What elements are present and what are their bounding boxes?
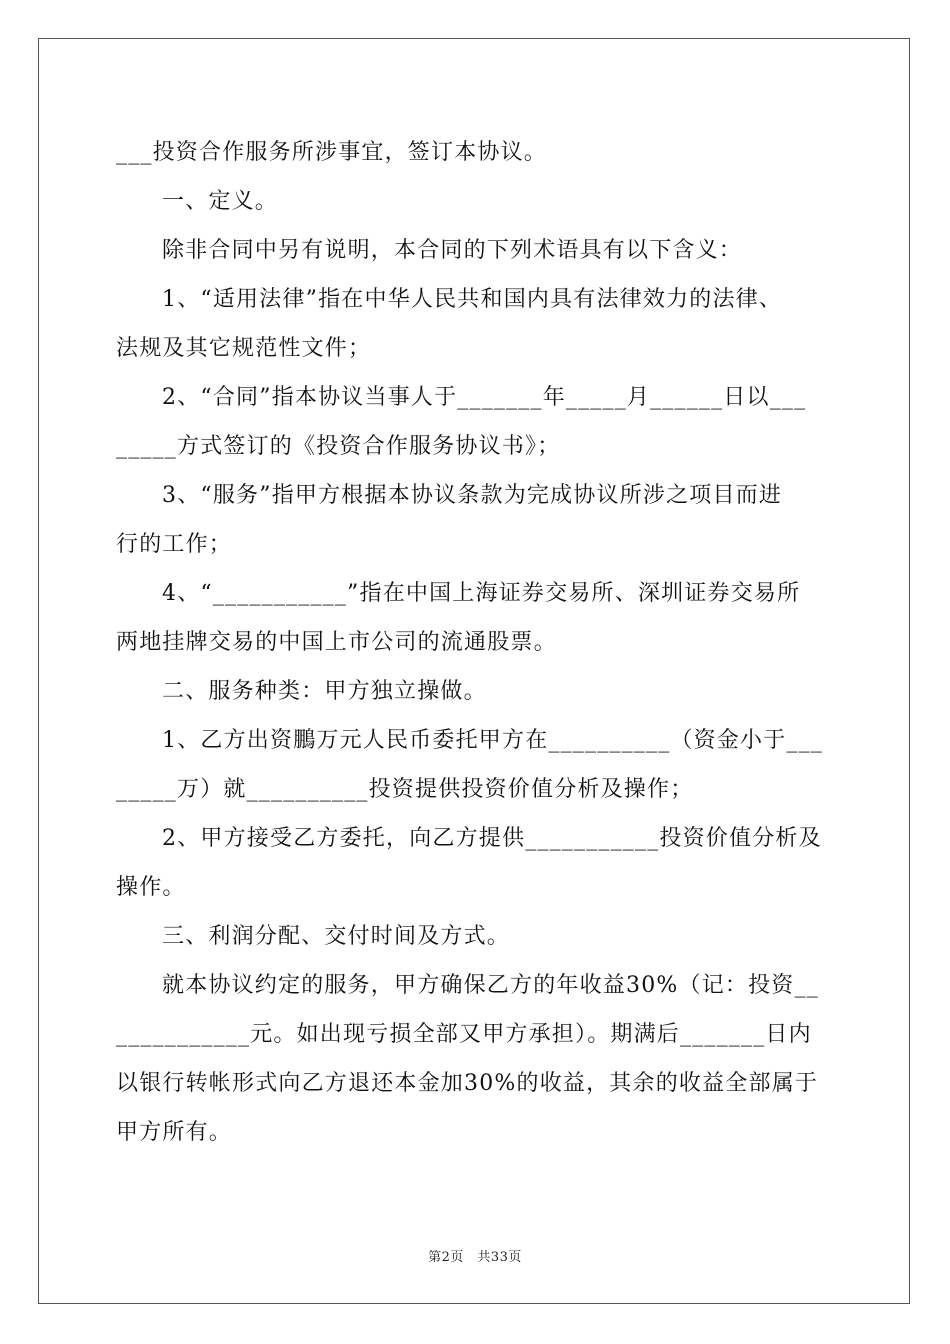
text-line: 法规及其它规范性文件； — [116, 336, 372, 361]
text-line: ___投资合作服务所涉事宜，签订本协议。 — [116, 140, 548, 165]
clause-3-service: 3、“服务”指甲方根据本协议条款为完成协议所涉之项目而进 — [162, 483, 783, 508]
text-line: 除非合同中另有说明，本合同的下列术语具有以下含义： — [162, 238, 743, 263]
text-line: 以银行转帐形式向乙方退还本金加30%的收益，其余的收益全部属于 — [116, 1071, 819, 1096]
document-body — [116, 128, 836, 1157]
service-clause-1: 1、乙方出资鵬万元人民币委托甲方在__________（资金小于___ — [162, 728, 823, 753]
text-line: 甲方所有。 — [116, 1120, 233, 1145]
text-line: 行的工作； — [116, 532, 233, 557]
section-heading-definitions: 一、定义。 — [162, 189, 279, 214]
clause-1-applicable-law: 1、“适用法律”指在中华人民共和国内具有法律效力的法律、 — [162, 287, 783, 312]
text-line: 操作。 — [116, 875, 186, 900]
text-line: _____方式签订的《投资合作服务协议书》； — [116, 434, 561, 459]
section-heading-profit-distribution: 三、利润分配、交付时间及方式。 — [162, 924, 511, 949]
section-heading-service-types: 二、服务种类：甲方独立操做。 — [162, 679, 487, 704]
clause-4-stock: 4、“___________”指在中国上海证券交易所、深圳证券交易所 — [162, 581, 801, 606]
profit-clause: 就本协议约定的服务，甲方确保乙方的年收益30%（记：投资__ — [162, 973, 819, 998]
page-number-footer: 第2页 共33页 — [428, 1250, 522, 1265]
text-line: 两地挂牌交易的中国上市公司的流通股票。 — [116, 630, 557, 655]
text-line: ___________元。如出现亏损全部又甲方承担）。期满后_______日内 — [116, 1022, 812, 1047]
text-line: _____万）就__________投资提供投资价值分析及操作； — [116, 777, 694, 802]
service-clause-2: 2、甲方接受乙方委托，向乙方提供___________投资价值分析及 — [162, 826, 822, 851]
clause-2-contract: 2、“合同”指本协议当事人于_______年_____月______日以___ — [162, 385, 807, 410]
